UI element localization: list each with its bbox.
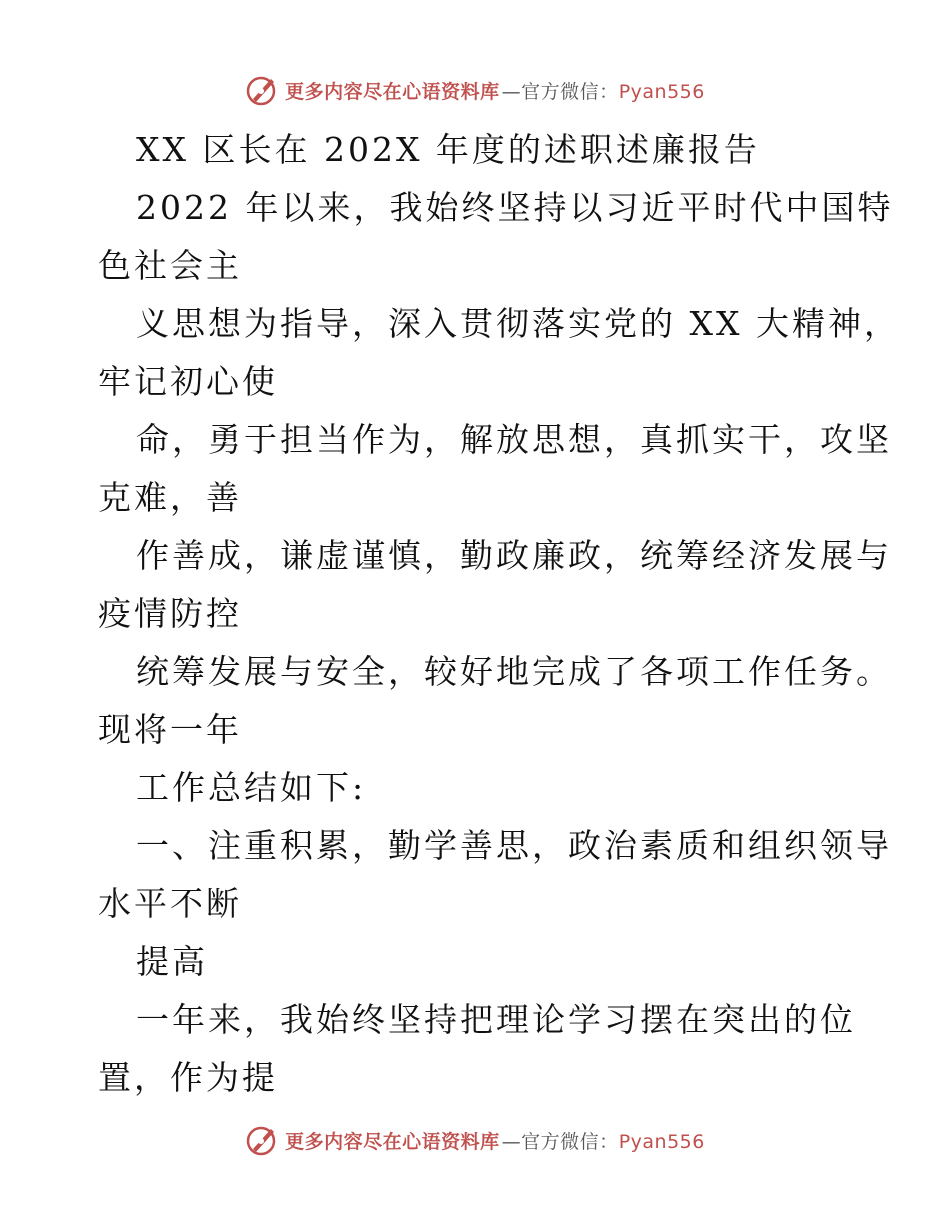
doc-line: 牢记初心使 bbox=[98, 362, 278, 401]
doc-line: 克难，善 bbox=[98, 478, 242, 517]
doc-line: 色社会主 bbox=[98, 246, 242, 285]
doc-line: 现将一年 bbox=[98, 710, 242, 749]
doc-line: 工作总结如下: bbox=[136, 768, 367, 807]
document-body bbox=[98, 121, 900, 1107]
pen-logo-icon bbox=[245, 1123, 279, 1157]
watermark-header bbox=[0, 70, 950, 110]
doc-line: XX 区长在 202X 年度的述职述廉报告 bbox=[136, 130, 760, 169]
doc-line: 置，作为提 bbox=[98, 1058, 278, 1097]
watermark-id: Pyan556 bbox=[618, 1130, 705, 1153]
doc-line: 提高 bbox=[136, 942, 208, 981]
doc-line: 作善成，谦虚谨慎，勤政廉政，统筹经济发展与 bbox=[136, 536, 892, 575]
watermark-main: 更多内容尽在心语资料库 bbox=[285, 1130, 500, 1153]
doc-line: 疫情防控 bbox=[98, 594, 242, 633]
doc-line: 义思想为指导，深入贯彻落实党的 XX 大精神， bbox=[136, 304, 900, 343]
doc-line: 命，勇于担当作为，解放思想，真抓实干，攻坚 bbox=[136, 420, 892, 459]
watermark-main: 更多内容尽在心语资料库 bbox=[285, 80, 500, 103]
watermark-official: —官方微信： bbox=[501, 80, 619, 103]
doc-line: 一、注重积累，勤学善思，政治素质和组织领导 bbox=[136, 826, 892, 865]
doc-line: 一年来，我始终坚持把理论学习摆在突出的位 bbox=[136, 1000, 856, 1039]
watermark-official: —官方微信： bbox=[501, 1130, 619, 1153]
doc-line: 统筹发展与安全，较好地完成了各项工作任务。 bbox=[136, 652, 892, 691]
watermark-id: Pyan556 bbox=[618, 80, 705, 103]
watermark-text bbox=[285, 1127, 705, 1154]
watermark-footer bbox=[0, 1120, 950, 1160]
pen-logo-icon bbox=[245, 73, 279, 107]
watermark-text bbox=[285, 77, 705, 104]
doc-line: 水平不断 bbox=[98, 884, 242, 923]
doc-line: 2022 年以来，我始终坚持以习近平时代中国特 bbox=[136, 188, 894, 227]
